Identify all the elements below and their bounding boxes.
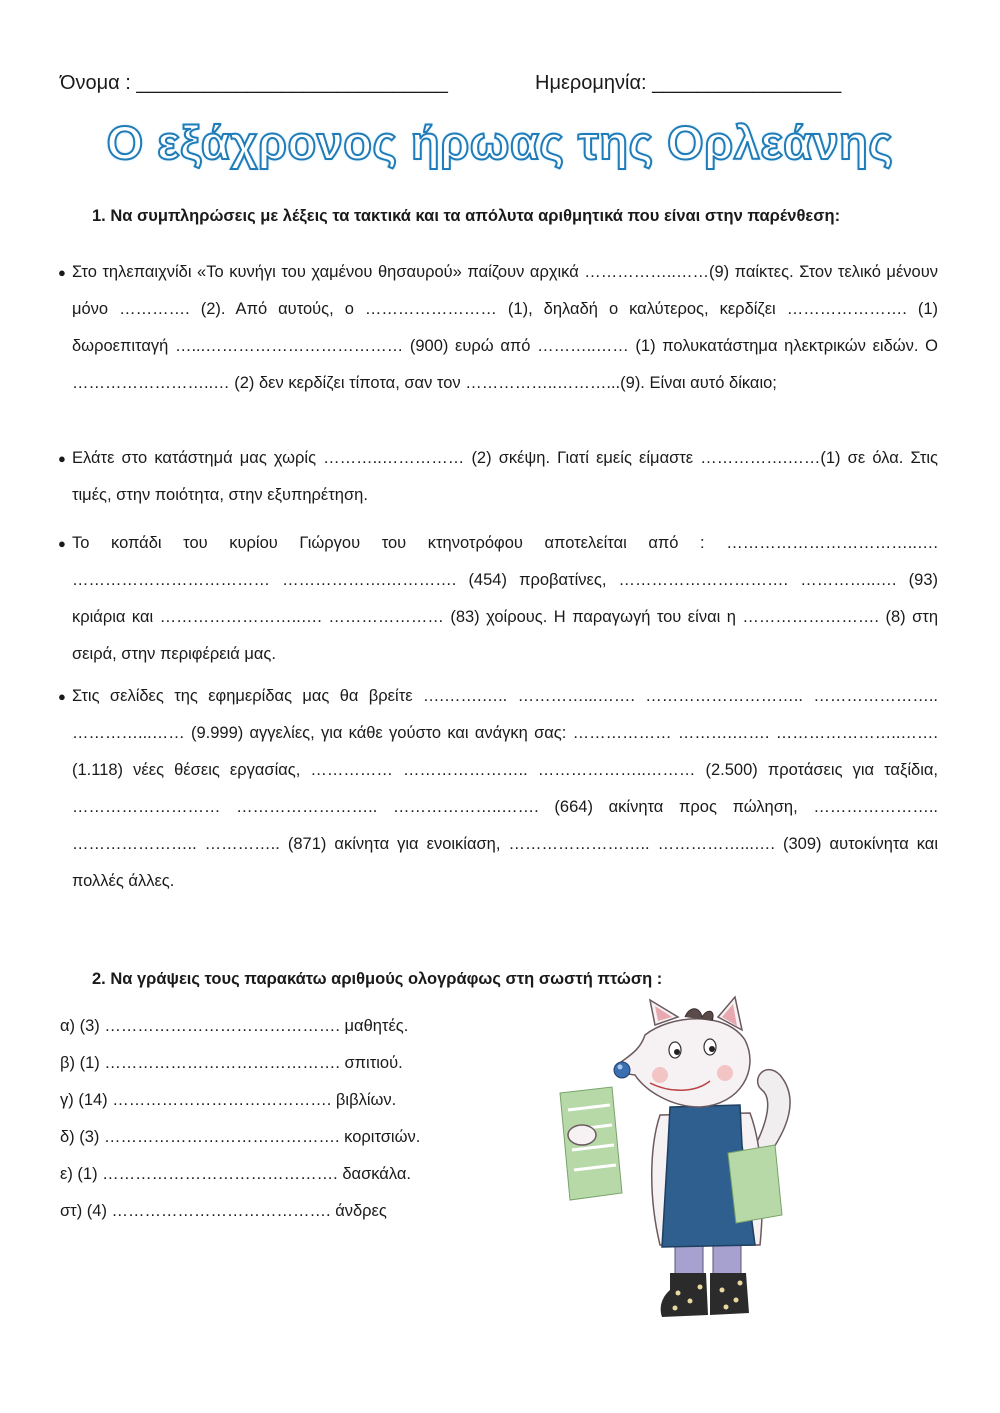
page-title: Ο εξάχρονος ήρωας της Ορλεάνης <box>106 116 894 169</box>
bullet-dot: ● <box>58 451 66 466</box>
list-item: γ) (14) …………………………………. βιβλίων. <box>60 1091 397 1109</box>
list-item: δ) (3) ……………………………………. κοριτσιών. <box>60 1128 421 1146</box>
exercise-2-heading: 2. Να γράψεις τους παρακάτω αριθμούς ολογράφως στη σωστή πτώση : <box>92 970 663 988</box>
bullet-dot: ● <box>58 265 66 280</box>
bullet-dot: ● <box>58 536 66 551</box>
exercise-2-list <box>60 1012 420 1234</box>
list-item: β) (1) ……………………………………. σπιτιού. <box>60 1054 403 1072</box>
paragraph-text: Ελάτε στο κατάστημά μας χωρίς ………..…………… (2) σκέψη. Γιατί εμείς είμαστε …………….……(1) σε όλα. Στις τιμές, στην ποιότητα, στην εξυπηρέτηση. <box>72 449 938 504</box>
list-item: ε) (1) ……………………………………. δασκάλα. <box>60 1165 411 1183</box>
exercise-1-paragraph <box>58 678 938 900</box>
bullet-dot: ● <box>58 689 66 704</box>
paragraph-text: Στις σελίδες της εφημερίδας μας θα βρείτε ….…….….. …………...……. ……………………….. ………………….. …………...…… (9.999) αγγελίες, για κάθε γούστο και ανάγκη σας: ……………… ……….……. …………………..……. (1.118) νέες θέσεις εργασίας, …………… ………………….. ………………..……… (2.500) προτάσεις για ταξίδια, ……………………… …………………….. ………………..……. (664) ακίνητα προς πώληση, ………………….. ………………….. ………….. (871) ακίνητα για ενοικίαση, …………………….. ……………...…. (309) αυτοκίνητα και πολλές άλλες. <box>72 687 938 890</box>
exercise-1-paragraph <box>58 525 938 673</box>
header-row <box>60 72 940 102</box>
name-field-label: Όνομα : ____________________________ <box>60 72 448 94</box>
exercise-1-paragraph <box>58 254 938 402</box>
list-item: α) (3) ……………………………………. μαθητές. <box>60 1017 409 1035</box>
fox-character-illustration <box>550 995 800 1325</box>
exercise-1-heading: 1. Να συμπληρώσεις με λέξεις τα τακτικά και τα απόλυτα αριθμητικά που είναι στην παρένθεση: <box>92 207 841 225</box>
paragraph-text: Το κοπάδι του κυρίου Γιώργου του κτηνοτρόφου αποτελείται από : ……………………………..…. ……………………………… ……………….…………. (454) προβατίνες, …………………………. …………..…. (93) κριάρια και ……………………..…. ………………… (83) χοίρους. Η παραγωγή του είναι η ……………………. (8) στη σειρά, στην περιφέρειά μας. <box>72 534 938 663</box>
date-field-label: Ημερομηνία: _________________ <box>535 72 842 94</box>
paragraph-text: Στο τηλεπαιχνίδι «Το κυνήγι του χαμένου θησαυρού» παίζουν αρχικά ……………..……(9) παίκτες. Στον τελικό μένουν μόνο …………. (2). Από αυτούς, ο …………………… (1), δηλαδή ο καλύτερος, κερδίζει …………………. (1) δωροεπιταγή …...……………………………… (900) ευρώ από ………..…… (1) πολυκατάστημα ηλεκτρικών ειδών. Ο ……………………..… (2) δεν κερδίζει τίποτα, σαν τον ……………..………...(9). Είναι αυτό δίκαιο; <box>72 263 938 392</box>
list-item: στ) (4) …………………………………. άνδρες <box>60 1202 387 1220</box>
exercise-1-paragraph <box>58 440 938 514</box>
